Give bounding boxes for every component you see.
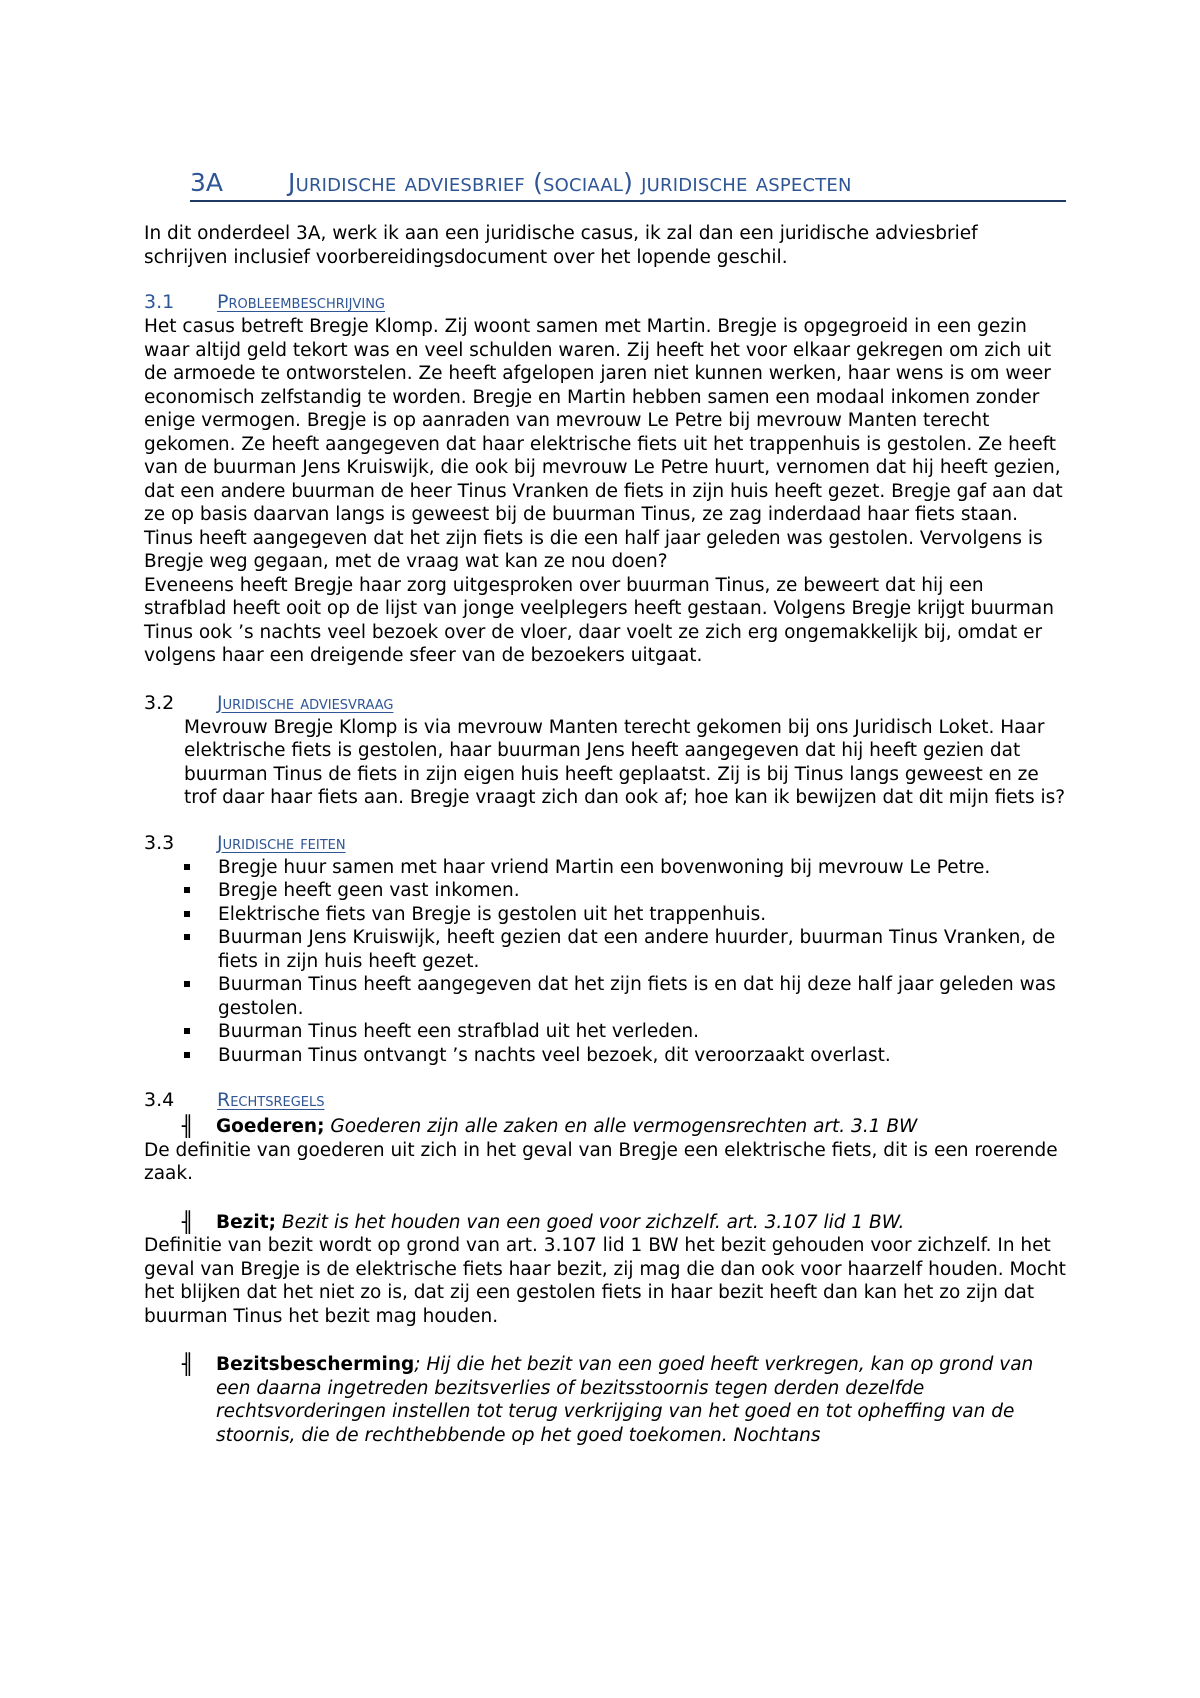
section-title: Probleembeschrijving (217, 291, 385, 313)
rule-marker-icon: ╢ (182, 1114, 195, 1138)
list-item: Bregje huur samen met haar vriend Martin een bovenwoning bij mevrouw Le Petre. (184, 856, 1066, 880)
rule-bezit (144, 1211, 1066, 1329)
rule-explanation: De definitie van goederen uit zich in het geval van Bregje een elektrische fiets, dit is een roerende zaak. (144, 1139, 1058, 1184)
rule-definition: Bezit is het houden van een goed voor zichzelf. art. 3.107 lid 1 BW. (276, 1211, 905, 1233)
section-number: 3.2 (144, 691, 175, 714)
bullet-icon (184, 911, 190, 917)
section-number: 3.1 (144, 291, 175, 313)
rule-term: Bezitsbescherming (216, 1354, 415, 1375)
rule-definition: ; Hij die het bezit van een goed heeft verkregen, kan op grond van een daarna ingetreden bezitsverlies of bezitsstoornis tegen derden dezelfde rechtsvorderingen instellen tot terug verkrijging van het goed en tot opheffing van de stoornis, die de rechthebbende op het goed toekomen. Nochtans (216, 1354, 1034, 1446)
rule-term: Goederen; (216, 1116, 325, 1137)
rule-marker-icon: ╢ (182, 1209, 195, 1234)
section-title: Juridische feiten (217, 831, 346, 854)
bullet-icon (184, 981, 190, 987)
section-heading-3-2 (144, 690, 1066, 716)
list-item: Buurman Jens Kruiswijk, heeft gezien dat een andere huurder, buurman Tinus Vranken, de fiets in zijn huis heeft gezet. (184, 926, 1066, 973)
list-item: Bregje heeft geen vast inkomen. (184, 879, 1066, 903)
document-content (144, 168, 1066, 1447)
bullet-icon (184, 887, 190, 893)
advice-question-paragraph: Mevrouw Bregje Klomp is via mevrouw Manten terecht gekomen bij ons Juridisch Loket. Haar elektrische fiets is gestolen, haar buurman Jens heeft aangegeven dat hij heeft gezien dat buurman Tinus de fiets in zijn eigen huis heeft geplaatst. Zij is bij Tinus langs geweest en ze trof daar haar fiets aan. Bregje vraagt zich dan ook af; hoe kan ik bewijzen dat dit mijn fiets is? (184, 716, 1066, 808)
bullet-icon (184, 934, 190, 940)
chapter-number: 3A (190, 168, 224, 197)
section-title: Juridische adviesvraag (217, 691, 394, 714)
bullet-icon (184, 864, 190, 870)
problem-paragraph-2: Eveneens heeft Bregje haar zorg uitgesproken over buurman Tinus, ze beweert dat hij een strafblad heeft ooit op de lijst van jonge veelplegers heeft gestaan. Volgens Bregje krijgt buurman Tinus ook ’s nachts veel bezoek over de vloer, daar voelt ze zich erg ongemakkelijk bij, omdat er volgens haar een dreigende sfeer van de bezoekers uitgaat. (144, 574, 1054, 666)
list-item: Buurman Tinus heeft aangegeven dat het zijn fiets is en dat hij deze half jaar geleden was gestolen. (184, 973, 1066, 1020)
section-heading-3-4 (144, 1087, 1066, 1113)
rule-goederen (144, 1115, 1066, 1186)
intro-paragraph: In dit onderdeel 3A, werk ik aan een juridische casus, ik zal dan een juridische adviesbrief schrijven inclusief voorbereidingsdocument over het lopende geschil. (144, 223, 978, 268)
facts-list (184, 856, 1066, 1068)
rule-explanation: Definitie van bezit wordt op grond van art. 3.107 lid 1 BW het bezit gehouden voor zichzelf. In het geval van Bregje is de elektrische fiets haar bezit, zij mag die dan ook voor haarzelf houden. Mocht het blijken dat het niet zo is, dat zij een gestolen fiets in haar bezit heeft dan kan het zo zijn dat buurman Tinus het bezit mag houden. (144, 1235, 1066, 1327)
list-item: Buurman Tinus ontvangt ’s nachts veel bezoek, dit veroorzaakt overlast. (184, 1044, 1066, 1068)
rule-term: Bezit; (216, 1211, 276, 1233)
rule-definition: Goederen zijn alle zaken en alle vermogensrechten art. 3.1 BW (324, 1116, 918, 1137)
section-heading-3-1 (144, 289, 1066, 315)
list-item: Elektrische fiets van Bregje is gestolen uit het trappenhuis. (184, 903, 1066, 927)
section-number: 3.4 (144, 1089, 175, 1111)
section-title: Rechtsregels (217, 1089, 325, 1111)
bullet-icon (184, 1028, 190, 1034)
chapter-heading (190, 168, 1066, 202)
rule-bezitsbescherming (144, 1353, 1066, 1447)
section-heading-3-3 (144, 830, 1066, 856)
list-item: Buurman Tinus heeft een strafblad uit het verleden. (184, 1020, 1066, 1044)
problem-paragraph-1: Het casus betreft Bregje Klomp. Zij woont samen met Martin. Bregje is opgegroeid in een gezin waar altijd geld tekort was en veel schulden waren. Zij heeft het voor elkaar gekregen om zich uit de armoede te ontworstelen. Ze heeft afgelopen jaren niet kunnen werken, haar wens is om weer economisch zelfstandig te worden. Bregje en Martin hebben samen een modaal inkomen zonder enige vermogen. Bregje is op aanraden van mevrouw Le Petre bij mevrouw Manten terecht gekomen. Ze heeft aangegeven dat haar elektrische fiets uit het trappenhuis is gestolen. Ze heeft van de buurman Jens Kruiswijk, die ook bij mevrouw Le Petre huurt, vernomen dat hij heeft gezien, dat een andere buurman de heer Tinus Vranken de fiets in zijn huis heeft gezet. Bregje gaf aan dat ze op basis daarvan langs is geweest bij de buurman Tinus, ze zag inderdaad haar fiets staan. Tinus heeft aangegeven dat het zijn fiets is die een half jaar geleden was gestolen. Vervolgens is Bregje weg gegaan, met de vraag wat kan ze nou doen? (144, 316, 1063, 572)
chapter-title: Juridische adviesbrief (sociaal) juridische aspecten (288, 168, 852, 197)
bullet-icon (184, 1052, 190, 1058)
section-number: 3.3 (144, 831, 175, 854)
rule-marker-icon: ╢ (182, 1352, 195, 1376)
